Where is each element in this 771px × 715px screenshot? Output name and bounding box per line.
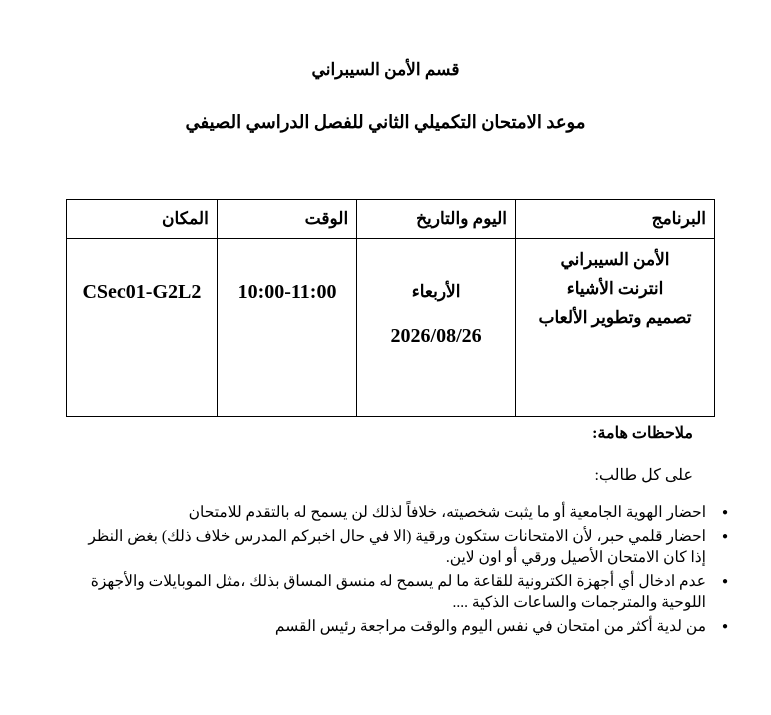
table-row	[67, 239, 715, 417]
list-item: ● احضار قلمي حبر، لأن الامتحانات ستكون ورقية (الا في حال اخبركم المدرس خلاف ذلك) بغض النظر إذا كان الامتحان الأصيل ورقي أو اون لاين.	[80, 526, 706, 568]
list-item: ● احضار الهوية الجامعية أو ما يثبت شخصيته، خلافاً لذلك لن يسمح له بالتقدم للامتحان	[80, 502, 706, 523]
program-name: تصميم وتطوير الألعاب	[538, 308, 692, 327]
list-item: ● عدم ادخال أي أجهزة الكترونية للقاعة ما لم يسمح له منسق المساق بذلك ،مثل الموبايلات والأجهزة اللوحية والمترجمات والساعات الذكية ....	[80, 571, 706, 613]
header-program: البرنامج	[516, 200, 715, 239]
exam-schedule-table	[66, 199, 715, 417]
notes-heading: ملاحظات هامة:	[592, 425, 693, 442]
program-name: انترنت الأشياء	[566, 279, 664, 298]
notes-list	[80, 502, 728, 640]
program-name: الأمن السيبراني	[560, 250, 670, 269]
day-date-cell	[357, 239, 516, 417]
exam-place: CSec01-G2L2	[67, 239, 218, 417]
exam-schedule-title: موعد الامتحان التكميلي الثاني للفصل الدراسي الصيفي	[185, 112, 586, 132]
department-title: قسم الأمن السيبراني	[311, 60, 460, 79]
table-header-row	[67, 200, 715, 239]
header-time: الوقت	[217, 200, 356, 239]
header-day-date: اليوم والتاريخ	[357, 200, 516, 239]
exam-date: 2026/08/26	[390, 325, 482, 347]
list-item: ● من لدية أكثر من امتحان في نفس اليوم والوقت مراجعة رئيس القسم	[80, 616, 706, 637]
program-cell	[516, 239, 715, 417]
exam-day: الأربعاء	[411, 282, 461, 301]
exam-time: 10:00-11:00	[217, 239, 356, 417]
header-place: المكان	[67, 200, 218, 239]
notes-intro: على كل طالب:	[594, 467, 693, 484]
